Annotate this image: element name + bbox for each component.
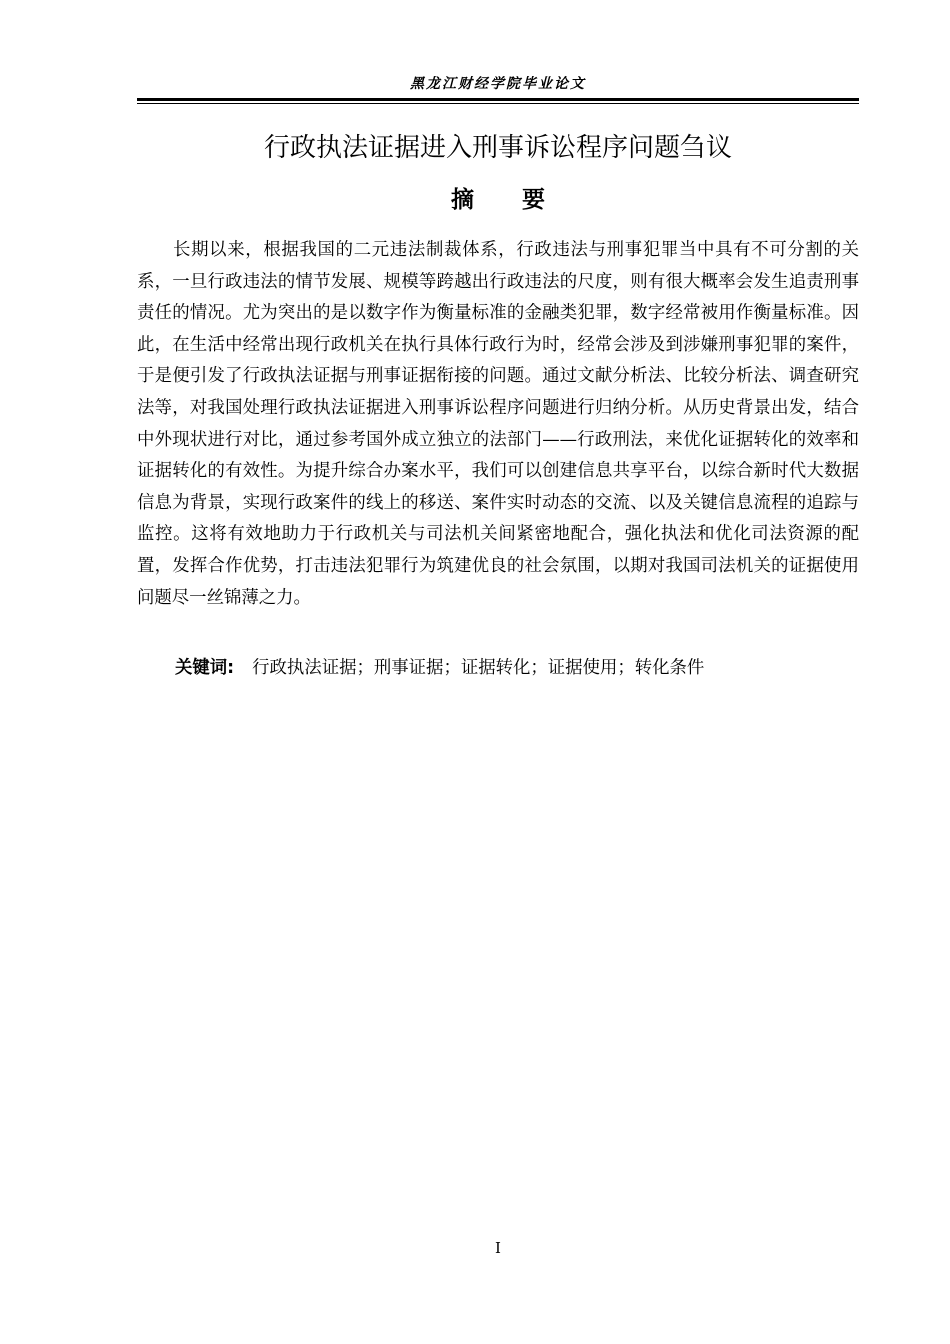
header-rule-thin xyxy=(137,103,859,104)
running-header: 黑龙江财经学院毕业论文 xyxy=(410,76,586,92)
document-title: 行政执法证据进入刑事诉讼程序问题刍议 xyxy=(263,133,732,163)
page-number: I xyxy=(495,1239,501,1257)
abstract-heading-left: 摘 xyxy=(451,187,474,213)
keywords-label: 关键词: xyxy=(175,658,235,678)
keywords-text: 行政执法证据；刑事证据；证据转化；证据使用；转化条件 xyxy=(252,658,705,678)
abstract-heading-right: 要 xyxy=(522,187,545,213)
abstract-body: 长期以来，根据我国的二元违法制裁体系，行政违法与刑事犯罪当中具有不可分割的关系，一旦行政违法的情节发展、规模等跨越出行政违法的尺度，则有很大概率会发生追责刑事责任的情况。尤为突出的是以数字作为衡量标准的金融类犯罪，数字经常被用作衡量标准。因此，在生活中经常出现行政机关在执行具体行政行为时，经常会涉及到涉嫌刑事犯罪的案件，于是便引发了行政执法证据与刑事证据衔接的问题。通过文献分析法、比较分析法、调查研究法等，对我国处理行政执法证据进入刑事诉讼程序问题进行归纳分析。从历史背景出发，结合中外现状进行对比，通过参考国外成立独立的法部门——行政刑法，来优化证据转化的效率和证据转化的有效性。为提升综合办案水平，我们可以创建信息共享平台，以综合新时代大数据信息为背景，实现行政案件的线上的移送、案件实时动态的交流、以及关键信息流程的追踪与监控。这将有效地助力于行政机关与司法机关间紧密地配合，强化执法和优化司法资源的配置，发挥合作优势，打击违法犯罪行为筑建优良的社会氛围，以期对我国司法机关的证据使用问题尽一丝锦薄之力。 xyxy=(137,240,859,608)
abstract-heading xyxy=(137,182,859,218)
header-rule-thick xyxy=(137,98,859,101)
keywords-line xyxy=(175,654,859,682)
